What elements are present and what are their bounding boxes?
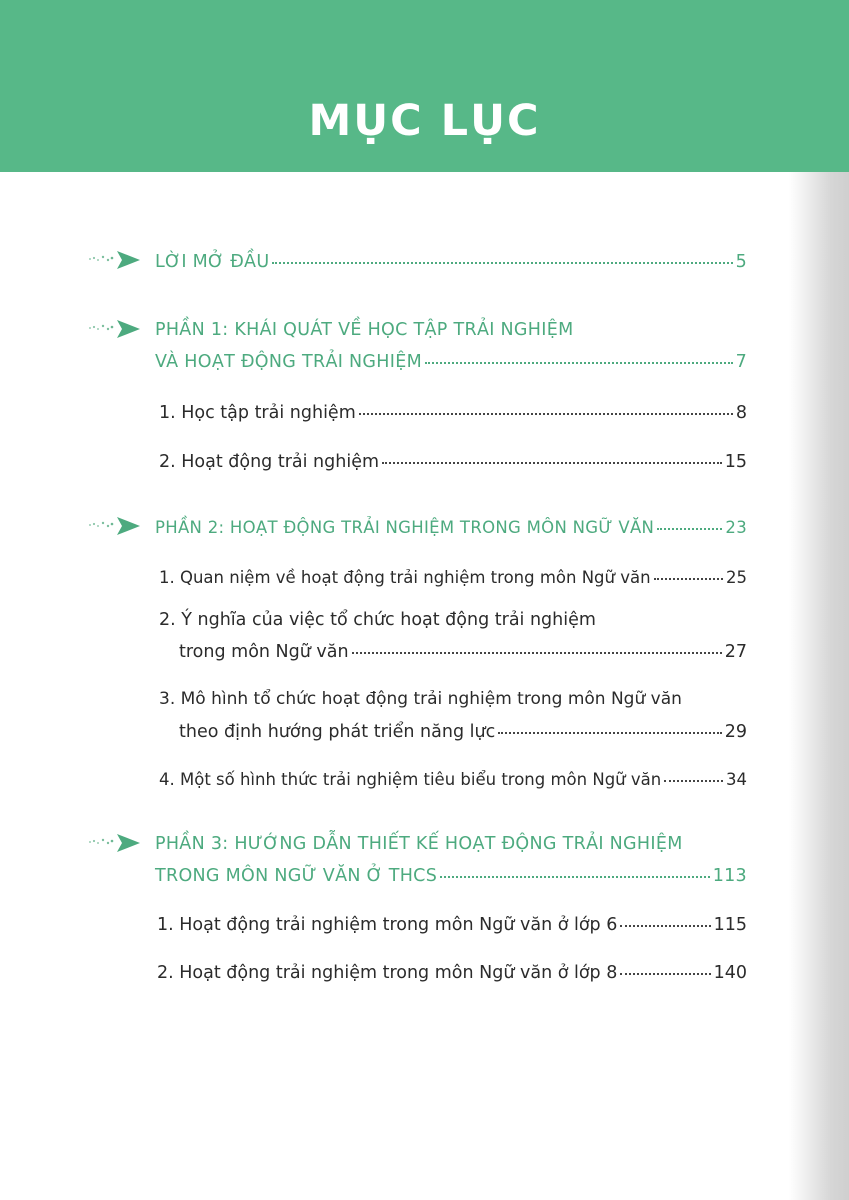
leader-dots: [664, 780, 723, 782]
toc-item[interactable]: 2. Hoạt động trải nghiệm trong môn Ngữ văn ở lớp 8 140: [157, 963, 747, 983]
toc-entry-preface[interactable]: LỜI MỞ ĐẦU 5: [155, 252, 747, 272]
leader-dots: [620, 925, 710, 927]
toc-item-continued[interactable]: theo định hướng phát triển năng lực 29: [179, 722, 747, 742]
leader-dots: [498, 732, 722, 734]
leader-dots: [425, 362, 733, 364]
leader-dots: [657, 528, 722, 530]
toc-entry-part1-line1[interactable]: PHẦN 1: KHÁI QUÁT VỀ HỌC TẬP TRẢI NGHIỆM: [155, 320, 574, 340]
toc-item[interactable]: 2. Ý nghĩa của việc tổ chức hoạt động trải nghiệm: [159, 610, 596, 630]
toc-entry-part1-line2[interactable]: VÀ HOẠT ĐỘNG TRẢI NGHIỆM 7: [155, 352, 747, 372]
toc-item[interactable]: 1. Học tập trải nghiệm 8: [159, 403, 747, 423]
toc-entry-part3-line1[interactable]: PHẦN 3: HƯỚNG DẪN THIẾT KẾ HOẠT ĐỘNG TRẢI NGHIỆM: [155, 834, 683, 854]
header-band: [0, 0, 849, 172]
page-edge-shadow: [789, 172, 849, 1200]
toc-item-continued[interactable]: trong môn Ngữ văn 27: [179, 642, 747, 662]
arrow-icon: [84, 832, 144, 854]
arrow-icon: [84, 515, 144, 537]
leader-dots: [272, 262, 732, 264]
toc-entry-part2[interactable]: PHẦN 2: HOẠT ĐỘNG TRẢI NGHIỆM TRONG MÔN NGỮ VĂN 23: [155, 518, 747, 537]
arrow-icon: [84, 249, 144, 271]
leader-dots: [620, 973, 710, 975]
leader-dots: [654, 578, 723, 580]
leader-dots: [352, 652, 722, 654]
leader-dots: [382, 462, 722, 464]
toc-entry-part3-line2[interactable]: TRONG MÔN NGỮ VĂN Ở THCS 113: [155, 866, 747, 886]
leader-dots: [359, 413, 733, 415]
toc-item[interactable]: 1. Hoạt động trải nghiệm trong môn Ngữ văn ở lớp 6 115: [157, 915, 747, 935]
toc-item[interactable]: 4. Một số hình thức trải nghiệm tiêu biểu trong môn Ngữ văn 34: [159, 770, 747, 789]
toc-item[interactable]: 1. Quan niệm về hoạt động trải nghiệm trong môn Ngữ văn 25: [159, 568, 747, 587]
toc-item[interactable]: 2. Hoạt động trải nghiệm 15: [159, 452, 747, 472]
toc-item[interactable]: 3. Mô hình tổ chức hoạt động trải nghiệm trong môn Ngữ văn: [159, 689, 682, 709]
leader-dots: [440, 876, 710, 878]
arrow-icon: [84, 318, 144, 340]
page-title: MỤC LỤC: [308, 96, 541, 146]
